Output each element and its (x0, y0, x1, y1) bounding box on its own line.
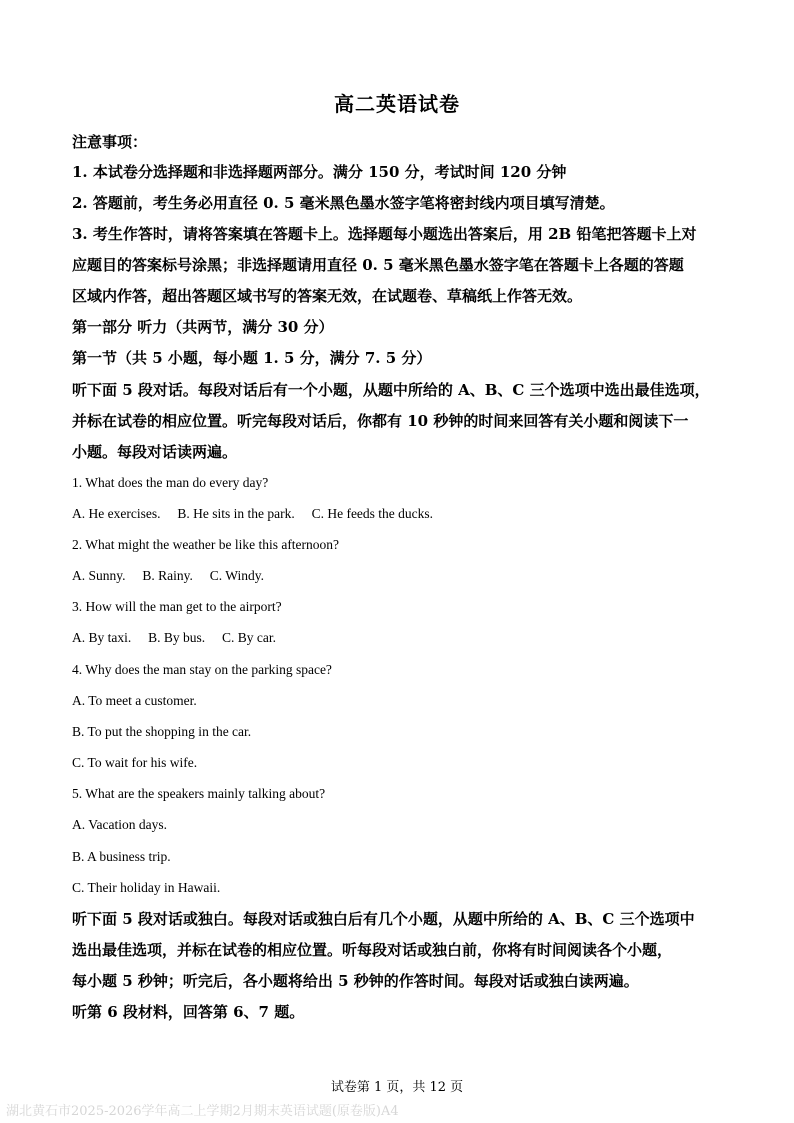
part-heading: 第一部分 听力（共两节，满分 30 分） (72, 318, 334, 336)
exam-title: 高二英语试卷 (334, 92, 460, 116)
question-4-option-b: B. To put the shopping in the car. (72, 724, 252, 739)
section1-instruction-1: 听下面 5 段对话。每段对话后有一个小题，从题中所给的 A、B、C 三个选项中选出最佳选项， (72, 381, 710, 399)
question-2: 2. What might the weather be like this afternoon? (72, 537, 340, 552)
section1-instruction-3: 小题。每段对话读两遍。 (72, 443, 238, 461)
question-5-option-b: B. A business trip. (72, 849, 171, 864)
question-4-option-c: C. To wait for his wife. (72, 755, 198, 770)
question-3: 3. How will the man get to the airport? (72, 599, 282, 614)
question-3-options: A. By taxi. B. By bus. C. By car. (72, 630, 277, 645)
question-5-option-a: A. Vacation days. (72, 817, 167, 832)
section2-instruction-2: 选出最佳选项，并标在试卷的相应位置。听每段对话或独白前，你将有时间阅读各个小题， (72, 941, 673, 959)
notice-line-1: 1. 本试卷分选择题和非选择题两部分。满分 150 分，考试时间 120 分钟 (72, 163, 567, 181)
notice-line-2: 2. 答题前，考生务必用直径 0. 5 毫米黑色墨水签字笔将密封线内项目填写清楚。 (72, 194, 615, 212)
section2-instruction-1: 听下面 5 段对话或独白。每段对话或独白后有几个小题，从题中所给的 A、B、C 三个选项中 (72, 910, 695, 928)
notice-line-4: 应题目的答案标号涂黑；非选择题请用直径 0. 5 毫米黑色墨水签字笔在答题卡上各题的答题 (72, 256, 684, 274)
question-5-option-c: C. Their holiday in Hawaii. (72, 880, 221, 895)
page-footer: 试卷第 1 页，共 12 页 (330, 1080, 464, 1095)
question-4: 4. Why does the man stay on the parking space? (72, 662, 332, 677)
section2-instruction-3: 每小题 5 秒钟；听完后，各小题将给出 5 秒钟的作答时间。每段对话或独白读两遍。 (72, 972, 639, 990)
watermark: 湖北黄石市2025-2026学年高二上学期2月期末英语试题(原卷版)A4 (6, 1104, 399, 1119)
question-2-options: A. Sunny. B. Rainy. C. Windy. (72, 568, 264, 583)
question-5: 5. What are the speakers mainly talking about? (72, 786, 326, 801)
question-4-option-a: A. To meet a customer. (72, 693, 197, 708)
notice-line-3: 3. 考生作答时，请将答案填在答题卡上。选择题每小题选出答案后，用 2B 铅笔把答题卡上对 (72, 225, 697, 243)
question-1-options: A. He exercises. B. He sits in the park. C. He feeds the ducks. (72, 506, 434, 521)
section-heading: 第一节（共 5 小题，每小题 1. 5 分，满分 7. 5 分） (72, 349, 432, 367)
question-1: 1. What does the man do every day? (72, 475, 269, 490)
section1-instruction-2: 并标在试卷的相应位置。听完每段对话后，你都有 10 秒钟的时间来回答有关小题和阅读下一 (72, 412, 689, 430)
notice-line-5: 区域内作答，超出答题区域书写的答案无效，在试题卷、草稿纸上作答无效。 (72, 287, 583, 305)
notice-heading: 注意事项： (72, 133, 148, 151)
material-heading: 听第 6 段材料，回答第 6、7 题。 (72, 1003, 305, 1021)
